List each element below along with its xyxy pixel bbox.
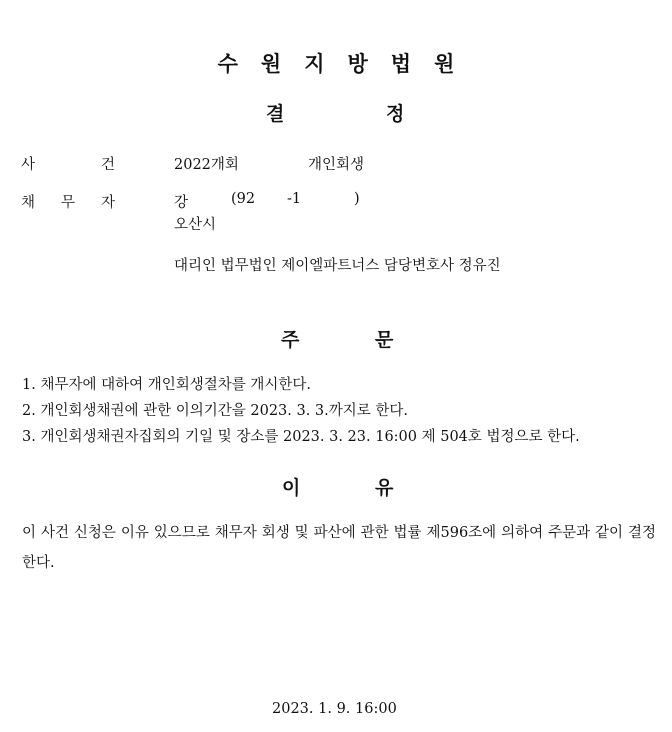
order-heading-char-1: 주 [281, 329, 300, 351]
order-heading-char-2: 문 [375, 329, 394, 351]
order-item-1: 1. 채무자에 대하여 개인회생절차를 개시한다. [22, 377, 312, 393]
debtor-birth-close: ) [354, 191, 360, 207]
case-name: 개인회생 [308, 157, 365, 173]
order-item-3: 3. 개인회생채권자집회의 기일 및 장소를 2023. 3. 23. 16:00 제 504호 법정으로 한다. [22, 429, 580, 445]
reason-text: 이 사건 신청은 이유 있으므로 채무자 회생 및 파산에 관한 법률 제596조에 의하여 주문과 같이 결정한다. [22, 525, 656, 571]
court-name: 수원지방법원 [217, 52, 478, 76]
case-label-char-1: 사 [21, 157, 36, 173]
debtor-address: 오산시 [174, 217, 217, 233]
reason-heading-char-2: 유 [375, 477, 394, 499]
doc-type-char-2: 정 [386, 103, 405, 125]
debtor-label-char-2: 무 [61, 195, 76, 211]
debtor-label-char-3: 자 [101, 195, 116, 211]
case-label-char-2: 건 [101, 157, 116, 173]
debtor-agent: 대리인 법무법인 제이엘파트너스 담당변호사 정유진 [174, 258, 501, 274]
case-number: 2022개회 [174, 157, 239, 173]
debtor-birth-part-1: (92 [231, 191, 256, 207]
debtor-name: 강 [174, 195, 189, 211]
debtor-label-char-1: 채 [21, 195, 36, 211]
reason-heading-char-1: 이 [282, 477, 301, 499]
debtor-birth-part-2: -1 [287, 191, 302, 207]
order-item-2: 2. 개인회생채권에 관한 이의기간을 2023. 3. 3.까지로 한다. [22, 403, 409, 419]
decision-date: 2023. 1. 9. 16:00 [272, 701, 397, 717]
doc-type-char-1: 결 [266, 103, 285, 125]
